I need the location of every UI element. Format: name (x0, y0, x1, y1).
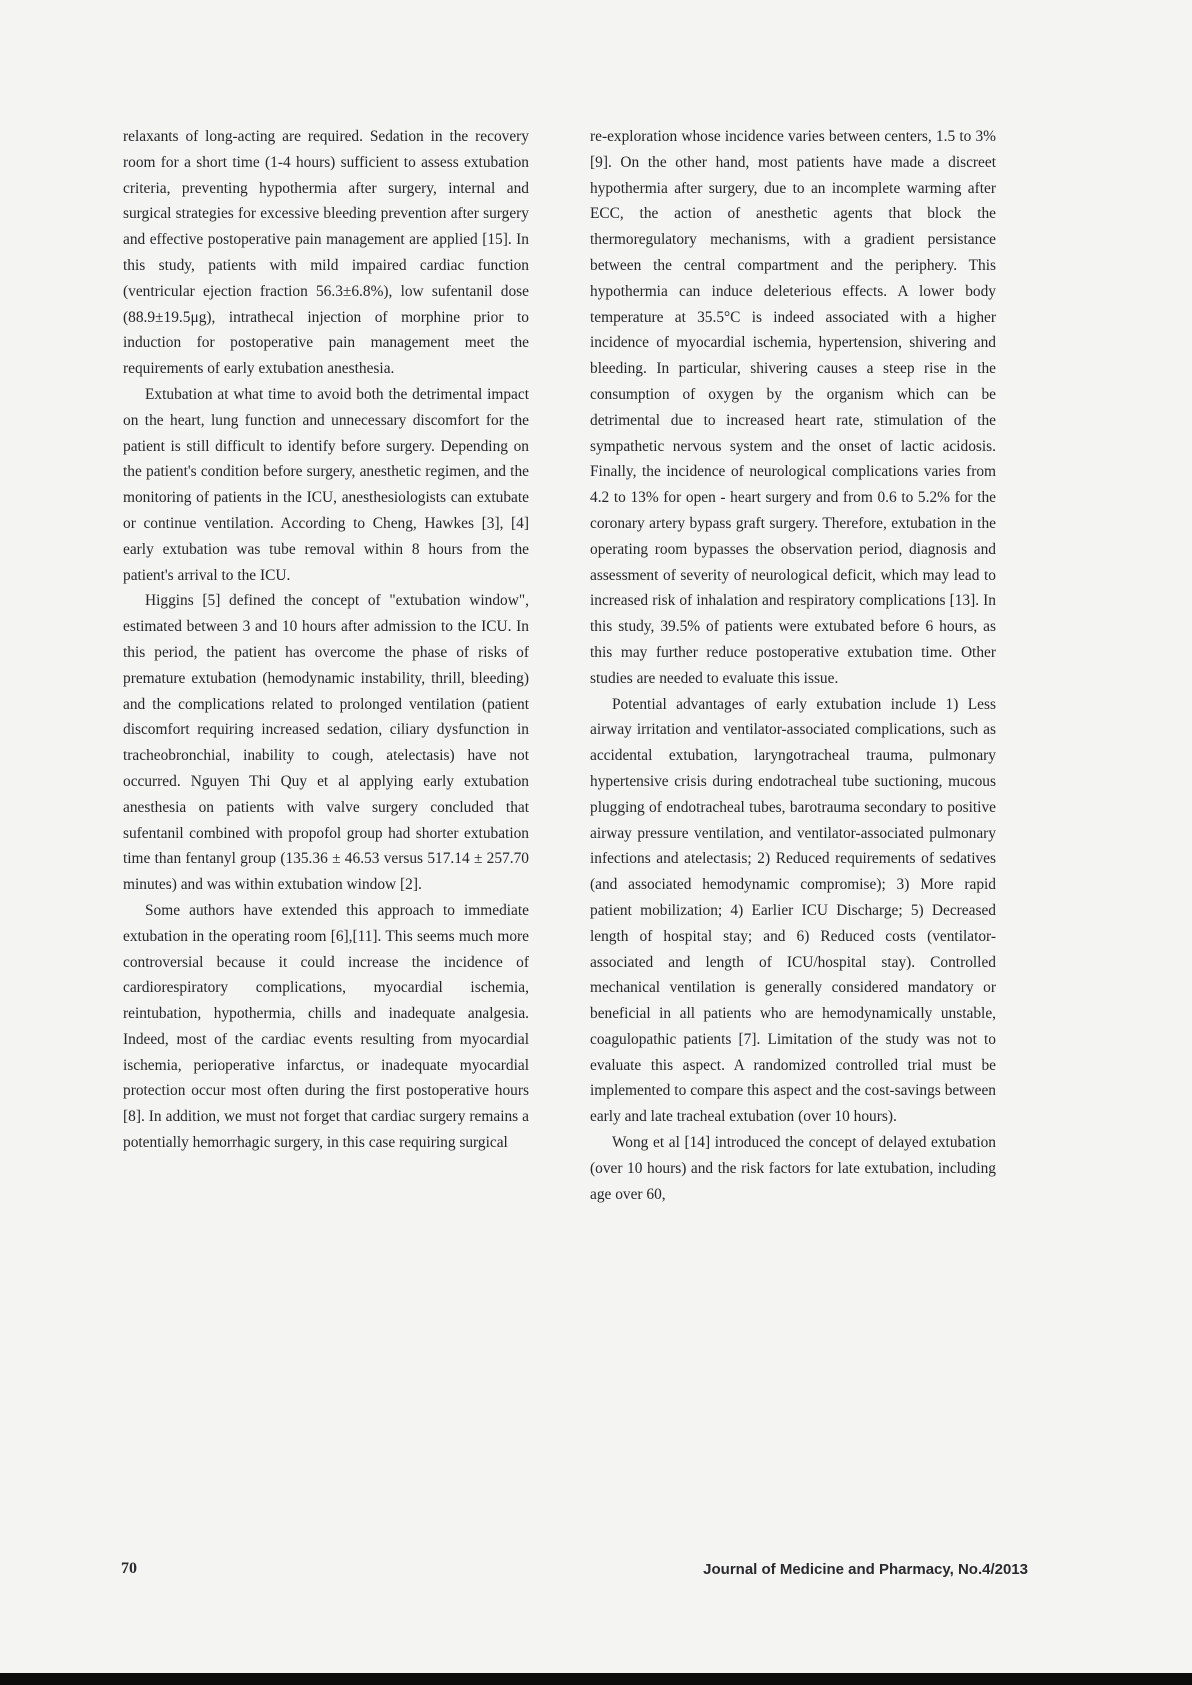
paragraph: Extubation at what time to avoid both the detrimental impact on the heart, lung function and unnecessary discomfort for the patient is still difficult to identify before surgery. Depending on the patient's condition before surgery, anesthetic regimen, and the monitoring of patients in the ICU, anesthesiologists can extubate or continue ventilation. According to Cheng, Hawkes [3], [4] early extubation was tube removal within 8 hours from the patient's arrival to the ICU. (123, 385, 529, 584)
paragraph: re-exploration whose incidence varies between centers, 1.5 to 3% [9]. On the other hand, most patients have made a discreet hypothermia after surgery, due to an incomplete warming after ECC, the action of anesthetic agents that block the thermoregulatory mechanisms, with a gradient persistance between the central compartment and the periphery. This hypothermia can induce deleterious effects. A lower body temperature at 35.5°C is indeed associated with a higher incidence of myocardial ischemia, hypertension, shivering and bleeding. In particular, shivering causes a steep rise in the consumption of oxygen by the organism which can be detrimental due to increased heart rate, stimulation of the sympathetic nervous system and the onset of lactic acidosis. Finally, the incidence of neurological complications varies from 4.2 to 13% for open - heart surgery and from 0.6 to 5.2% for the coronary artery bypass graft surgery. Therefore, extubation in the operating room bypasses the observation period, diagnosis and assessment of severity of neurological deficit, which may lead to increased risk of inhalation and respiratory complications [13]. In this study, 39.5% of patients were extubated before 6 hours, as this may further reduce postoperative extubation time. Other studies are needed to evaluate this issue. (590, 128, 996, 687)
right-text-column (590, 124, 996, 1207)
paragraph: Wong et al [14] introduced the concept of delayed extubation (over 10 hours) and the risk factors for late extubation, including age over 60, (590, 1134, 996, 1203)
paragraph: relaxants of long-acting are required. Sedation in the recovery room for a short time (1-4 hours) sufficient to assess extubation criteria, preventing hypothermia after surgery, internal and surgical strategies for excessive bleeding prevention after surgery and effective postoperative pain management are applied [15]. In this study, patients with mild impaired cardiac function (ventricular ejection fraction 56.3±6.8%), low sufentanil dose (88.9±19.5μg), intrathecal injection of morphine prior to induction for postoperative pain management meet the requirements of early extubation anesthesia. (123, 128, 529, 378)
paragraph: Higgins [5] defined the concept of "extubation window", estimated between 3 and 10 hours after admission to the ICU. In this period, the patient has overcome the phase of risks of premature extubation (hemodynamic instability, thrill, bleeding) and the complications related to prolonged ventilation (patient discomfort requiring increased sedation, ciliary dysfunction in tracheobronchial, inability to cough, atelectasis) have not occurred. Nguyen Thi Quy et al applying early extubation anesthesia on patients with valve surgery concluded that sufentanil combined with propofol group had shorter extubation time than fentanyl group (135.36 ± 46.53 versus 517.14 ± 257.70 minutes) and was within extubation window [2]. (123, 592, 529, 894)
running-footer-journal: Journal of Medicine and Pharmacy, No.4/2013 (703, 1561, 1028, 1578)
paragraph: Potential advantages of early extubation include 1) Less airway irritation and ventilator-associated complications, such as accidental extubation, laryngotracheal trauma, pulmonary hypertensive crisis during endotracheal tube suctioning, mucous plugging of endotracheal tubes, barotrauma secondary to positive airway pressure ventilation, and ventilator-associated pulmonary infections and atelectasis; 2) Reduced requirements of sedatives (and associated hemodynamic compromise); 3) More rapid patient mobilization; 4) Earlier ICU Discharge; 5) Decreased length of hospital stay; and 6) Reduced costs (ventilator-associated and length of ICU/hospital stay). Controlled mechanical ventilation is generally considered mandatory or beneficial in all patients who are hemodynamically unstable, coagulopathic patients [7]. Limitation of the study was not to evaluate this aspect. A randomized controlled trial must be implemented to compare this aspect and the cost-savings between early and late tracheal extubation (over 10 hours). (590, 695, 996, 1126)
paragraph: Some authors have extended this approach to immediate extubation in the operating room [6],[11]. This seems much more controversial because it could increase the incidence of cardiorespiratory complications, myocardial ischemia, reintubation, hypothermia, chills and inadequate analgesia. Indeed, most of the cardiac events resulting from myocardial ischemia, perioperative infarctus, or inadequate myocardial protection occur most often during the first postoperative hours [8]. In addition, we must not forget that cardiac surgery remains a potentially hemorrhagic surgery, in this case requiring surgical (123, 901, 529, 1152)
page-number: 70 (121, 1560, 137, 1577)
scan-edge-bar (0, 1673, 1192, 1685)
left-text-column (123, 124, 529, 1156)
